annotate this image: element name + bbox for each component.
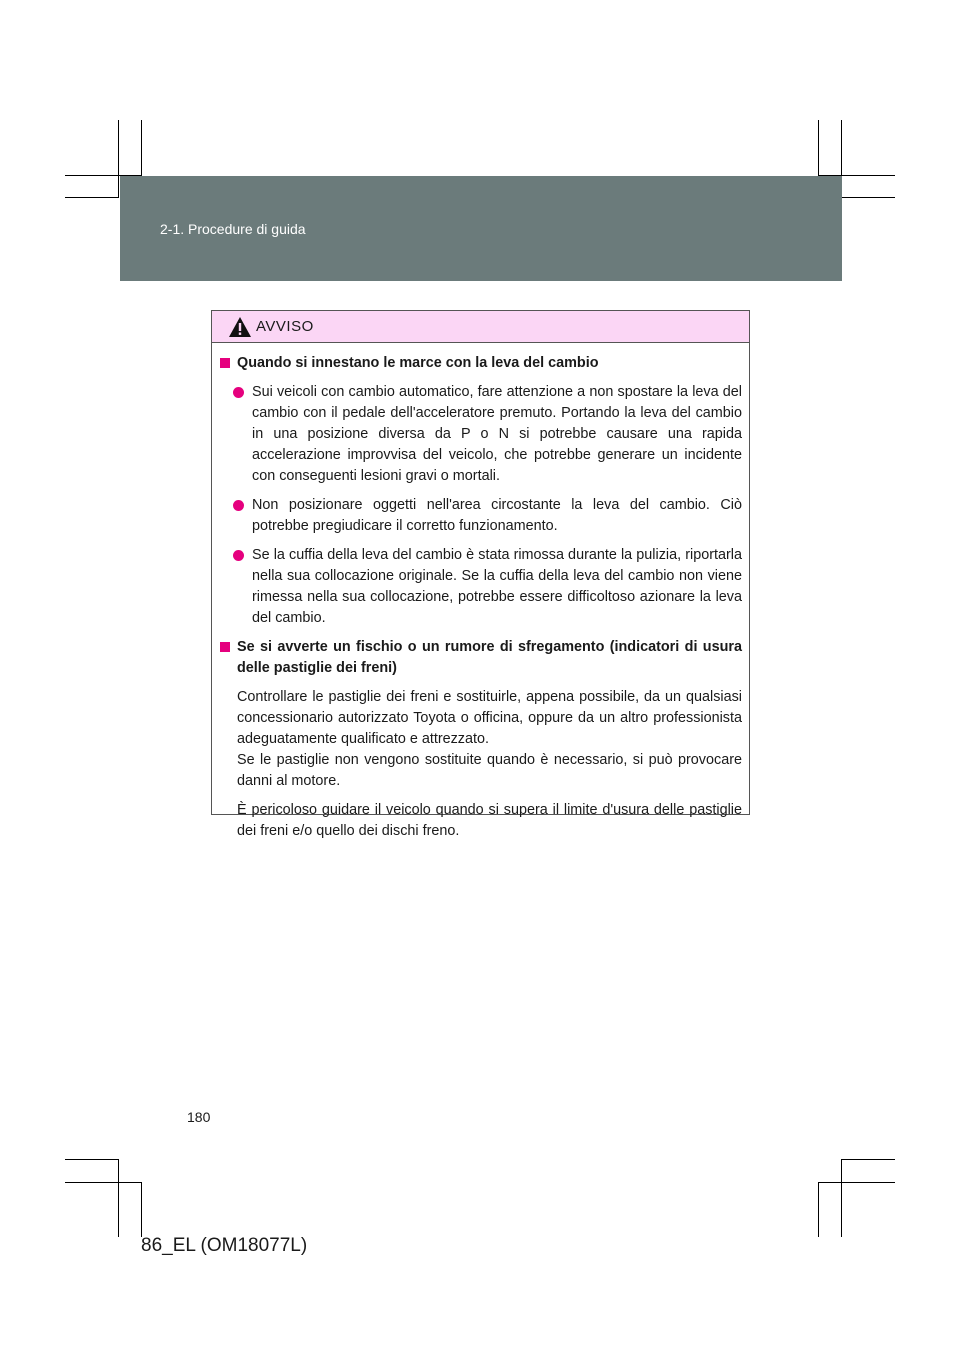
section-heading	[220, 353, 742, 374]
page-number: 180	[187, 1109, 211, 1125]
list-item-text: Non posizionare oggetti nell'area circostante la leva del cambio. Ciò potrebbe pregiudicare il corretto funzionamento.	[252, 497, 742, 534]
crop-mark	[841, 197, 895, 198]
paragraph	[237, 687, 742, 750]
crop-mark	[141, 1182, 142, 1237]
square-bullet-icon	[220, 358, 230, 368]
crop-mark	[118, 120, 119, 198]
list-item	[233, 545, 742, 629]
crop-mark	[65, 1159, 119, 1160]
paragraph	[237, 750, 742, 792]
paragraph	[237, 800, 742, 842]
section-heading-text: Quando si innestano le marce con la leva del cambio	[237, 355, 599, 371]
paragraph-text: Se le pastiglie non vengono sostituite quando è necessario, si può provocare danni al motore.	[237, 752, 742, 789]
crop-mark	[818, 1182, 895, 1183]
list-item	[233, 495, 742, 537]
section-title: 2-1. Procedure di guida	[160, 221, 306, 237]
warning-body	[212, 343, 749, 842]
document-code: 86_EL (OM18077L)	[141, 1235, 308, 1256]
round-bullet-icon	[233, 387, 244, 398]
list-item-text: Se la cuffia della leva del cambio è stata rimossa durante la pulizia, riportarla nella sua collocazione originale. Se la cuffia della leva del cambio non viene rimessa nella sua collocazione, potrebbe essere difficoltoso azionare la leva del cambio.	[252, 547, 742, 626]
crop-mark	[841, 1159, 842, 1237]
crop-mark	[65, 197, 119, 198]
list-item	[233, 382, 742, 487]
warning-label: AVVISO	[256, 318, 314, 335]
crop-mark	[818, 1182, 819, 1237]
section-heading-text: Se si avverte un fischio o un rumore di sfregamento (indicatori di usura delle pastiglie dei freni)	[237, 639, 742, 676]
list-item-text: Sui veicoli con cambio automatico, fare attenzione a non spostare la leva del cambio con il pedale dell'acceleratore premuto. Portando la leva del cambio in una posizione diversa da P o N si potrebbe causare una rapida accelerazione improvvisa del veicolo, che potrebbe generare un incidente con conseguenti lesioni gravi o mortali.	[252, 384, 742, 484]
paragraph-text: Controllare le pastiglie dei freni e sostituirle, appena possibile, da un qualsiasi concessionario autorizzato Toyota o officina, oppure da un altro professionista adeguatamente qualificato e attrezzato.	[237, 689, 742, 747]
warning-triangle-icon	[228, 316, 252, 338]
crop-mark	[118, 1159, 119, 1237]
crop-mark	[841, 1159, 895, 1160]
paragraph-text: È pericoloso guidare il veicolo quando si supera il limite d'usura delle pastiglie dei freni e/o quello dei dischi freno.	[237, 802, 742, 839]
round-bullet-icon	[233, 550, 244, 561]
warning-header	[212, 311, 749, 343]
crop-mark	[65, 1182, 142, 1183]
round-bullet-icon	[233, 500, 244, 511]
warning-box	[211, 310, 750, 839]
section-heading	[220, 637, 742, 679]
square-bullet-icon	[220, 642, 230, 652]
